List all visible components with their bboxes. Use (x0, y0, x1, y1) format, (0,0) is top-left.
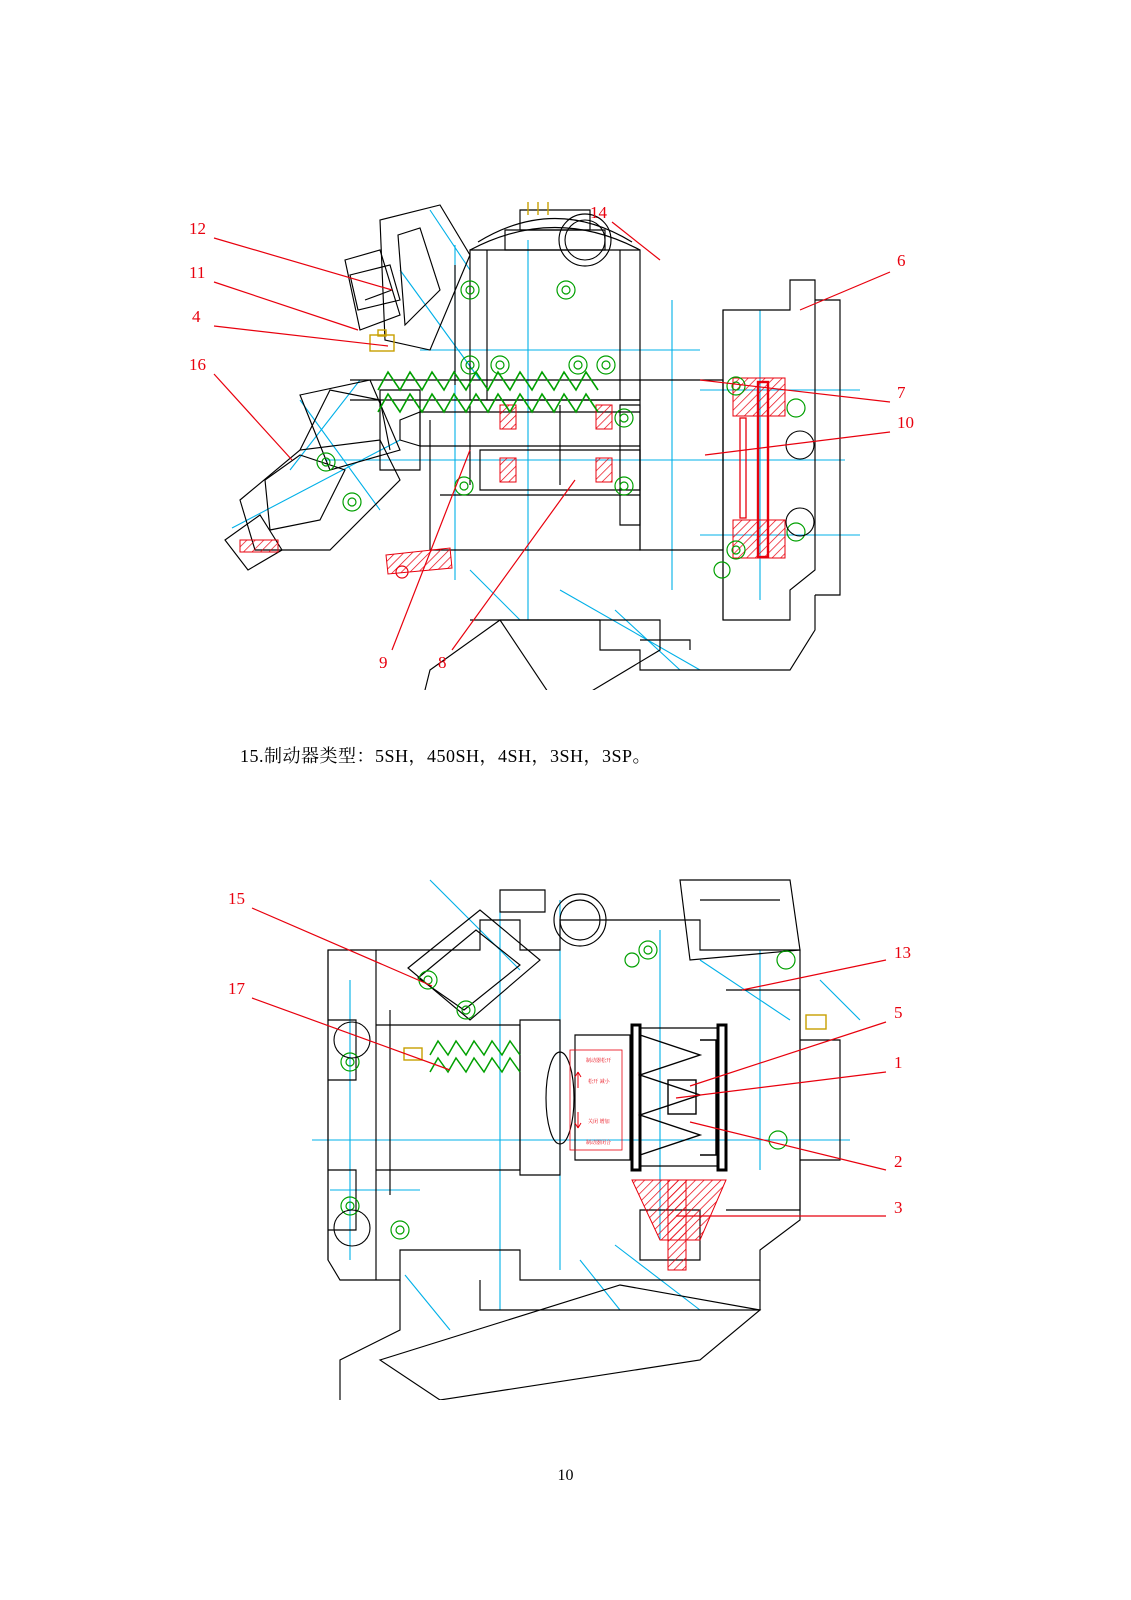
note-line-3: 松开 减小 (588, 1079, 610, 1085)
callout-14: 14 (590, 203, 607, 222)
callout-3: 3 (894, 1198, 903, 1217)
figure-top (0, 150, 1131, 690)
callout-13: 13 (894, 943, 911, 962)
callout-10: 10 (897, 413, 914, 432)
callout-11: 11 (189, 263, 206, 282)
callout-5: 5 (894, 1003, 903, 1022)
bottom-view-holes (334, 1022, 370, 1246)
bottom-view-section-hatch (632, 1180, 726, 1270)
callout-2: 2 (894, 1152, 903, 1171)
page-number: 10 (557, 1467, 574, 1484)
note-line-1: 制动器松开 (586, 1058, 612, 1064)
diagram-note-block (570, 1050, 622, 1150)
bottom-view-callout-labels (228, 889, 911, 1217)
callout-12: 12 (189, 219, 206, 238)
top-view-spring (378, 372, 598, 412)
callout-17: 17 (228, 979, 245, 998)
top-view-centerlines (232, 210, 860, 670)
top-view-outline (225, 205, 840, 690)
callout-16: 16 (189, 355, 206, 374)
callout-6: 6 (897, 251, 906, 270)
callout-1: 1 (894, 1053, 903, 1072)
callout-4: 4 (192, 307, 201, 326)
callout-9: 9 (379, 653, 388, 672)
note-line-4: 关闭 增加 (588, 1119, 610, 1125)
top-view-callout-labels (189, 203, 914, 672)
figure-bottom (0, 840, 1131, 1400)
callout-7: 7 (897, 383, 906, 402)
bottom-view-centerlines (312, 880, 860, 1330)
top-view-yellow-detail (370, 202, 548, 351)
callout-8: 8 (438, 653, 447, 672)
note-line-2: 制动器闭合 (586, 1140, 612, 1146)
figure-caption: 15.制动器类型：5SH，450SH，4SH，3SH，3SP。 (240, 746, 652, 766)
top-view-fasteners (317, 281, 805, 578)
callout-15: 15 (228, 889, 245, 908)
